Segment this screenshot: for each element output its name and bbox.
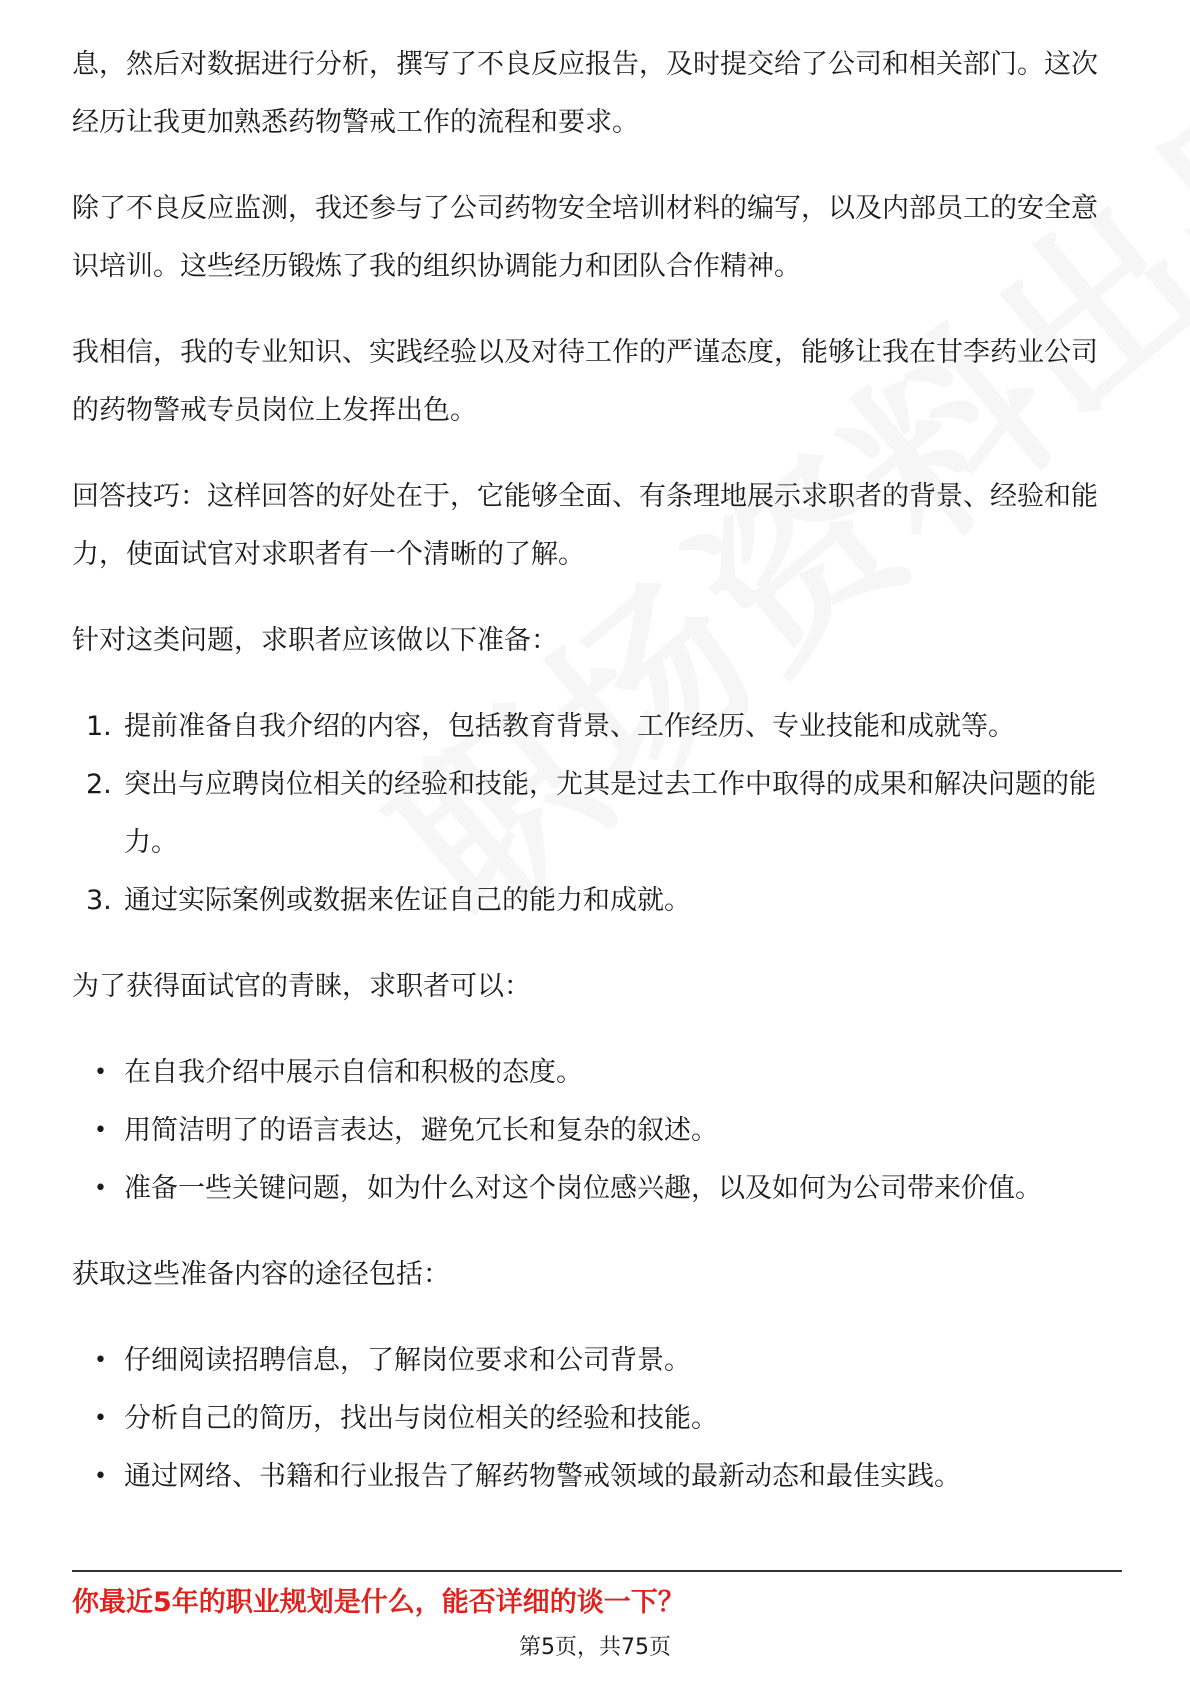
bullet-icon: • <box>94 1118 107 1143</box>
list-number: 2. <box>86 769 112 800</box>
paragraph-conclusion: 我相信，我的专业知识、实践经验以及对待工作的严谨态度，能够让我在甘李药业公司的药物警戒专员岗位上发挥出色。 <box>72 337 1098 426</box>
list-item <box>72 756 1122 872</box>
bullet-icon: • <box>94 1348 107 1373</box>
prep-list <box>72 698 1122 930</box>
bullet-icon: • <box>94 1464 107 1489</box>
list-item-text: 分析自己的简历，找出与岗位相关的经验和技能。 <box>124 1403 718 1434</box>
list-item <box>72 1332 1122 1390</box>
list-item-text: 通过实际案例或数据来佐证自己的能力和成就。 <box>124 885 691 916</box>
sources-list <box>72 1332 1122 1506</box>
paragraph-prep-intro: 针对这类问题，求职者应该做以下准备： <box>72 625 558 656</box>
impress-list <box>72 1044 1122 1218</box>
bullet-icon: • <box>94 1176 107 1201</box>
paragraph-sources-intro: 获取这些准备内容的途径包括： <box>72 1259 450 1290</box>
paragraph-answer-tips: 回答技巧：这样回答的好处在于，它能够全面、有条理地展示求职者的背景、经验和能力，使面试官对求职者有一个清晰的了解。 <box>72 481 1098 570</box>
next-question-heading: 你最近5年的职业规划是什么，能否详细的谈一下？ <box>72 1587 685 1618</box>
paragraph-impress-intro: 为了获得面试官的青睐，求职者可以： <box>72 971 531 1002</box>
list-item <box>72 1448 1122 1506</box>
list-item <box>72 1044 1122 1102</box>
list-item <box>72 698 1122 756</box>
list-item <box>72 872 1122 930</box>
list-item-text: 仔细阅读招聘信息，了解岗位要求和公司背景。 <box>124 1345 691 1376</box>
list-item <box>72 1390 1122 1448</box>
bullet-icon: • <box>94 1060 107 1085</box>
list-item-text: 在自我介绍中展示自信和积极的态度。 <box>124 1057 583 1088</box>
list-item-text: 准备一些关键问题，如为什么对这个岗位感兴趣，以及如何为公司带来价值。 <box>124 1173 1042 1204</box>
list-item <box>72 1102 1122 1160</box>
bullet-icon: • <box>94 1406 107 1431</box>
list-item-text: 通过网络、书籍和行业报告了解药物警戒领域的最新动态和最佳实践。 <box>124 1461 961 1492</box>
section-divider <box>72 1570 1122 1572</box>
list-item-text: 突出与应聘岗位相关的经验和技能，尤其是过去工作中取得的成果和解决问题的能力。 <box>124 769 1096 858</box>
paragraph-training: 除了不良反应监测，我还参与了公司药物安全培训材料的编写，以及内部员工的安全意识培训。这些经历锻炼了我的组织协调能力和团队合作精神。 <box>72 193 1098 282</box>
list-number: 1. <box>86 711 112 742</box>
list-item-text: 用简洁明了的语言表达，避免冗长和复杂的叙述。 <box>124 1115 718 1146</box>
page-number: 第5页，共75页 <box>519 1635 671 1660</box>
list-item-text: 提前准备自我介绍的内容，包括教育背景、工作经历、专业技能和成就等。 <box>124 711 1015 742</box>
list-item <box>72 1160 1122 1218</box>
list-number: 3. <box>86 885 112 916</box>
paragraph-analysis: 息，然后对数据进行分析，撰写了不良反应报告，及时提交给了公司和相关部门。这次经历让我更加熟悉药物警戒工作的流程和要求。 <box>72 49 1098 138</box>
document-body <box>72 36 1122 1534</box>
